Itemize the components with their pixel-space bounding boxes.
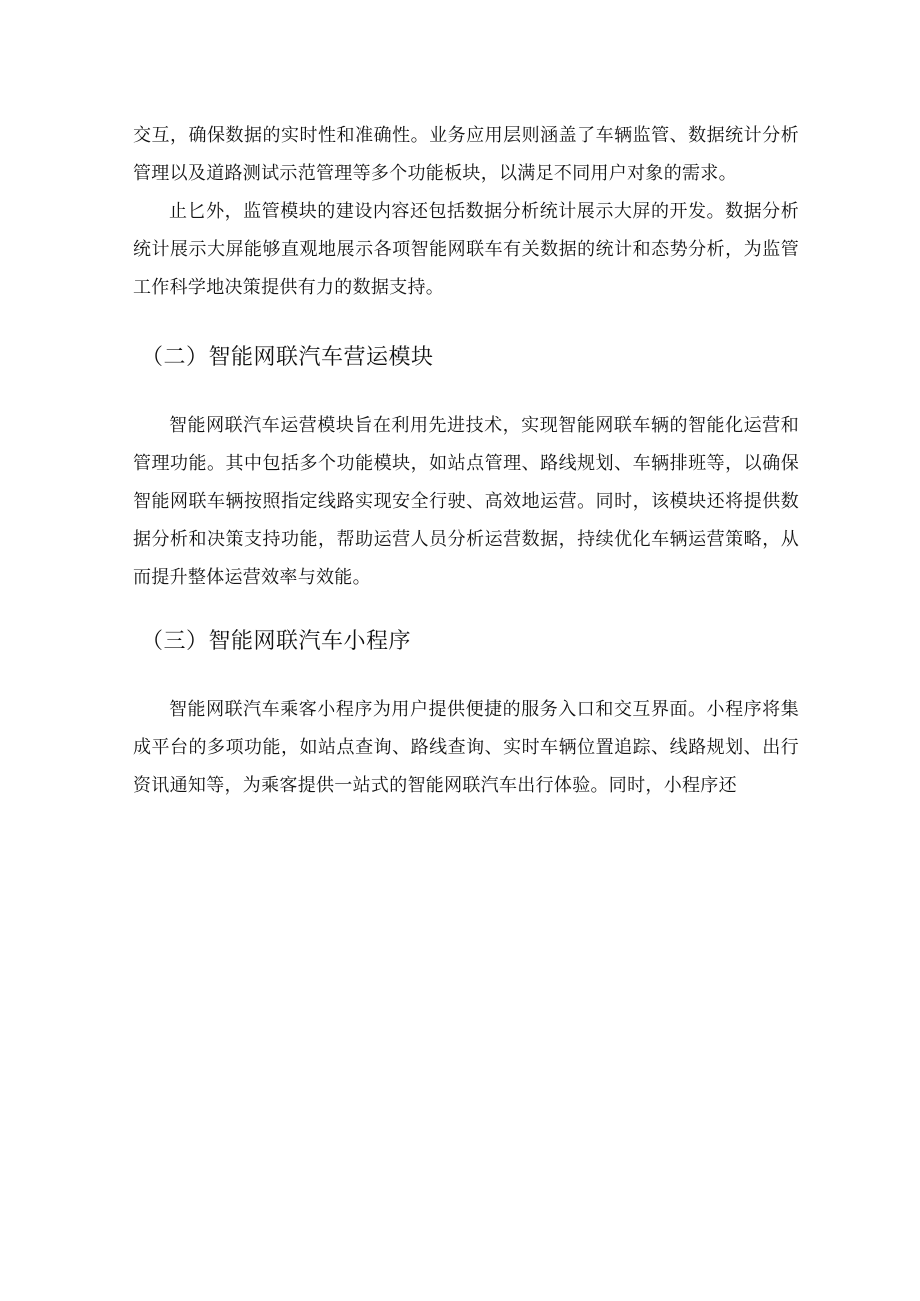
paragraph-operations-module: 智能网联汽车运营模块旨在利用先进技术，实现智能网联车辆的智能化运营和管理功能。其中包括多个功能模块，如站点管理、路线规划、车辆排班等，以确保智能网联车辆按照指定线路实现安全行驶、高效地运营。同时，该模块还将提供数据分析和决策支持功能，帮助运营人员分析运营数据，持续优化车辆运营策略，从而提升整体运营效率与效能。 bbox=[133, 415, 799, 588]
paragraph-continuation: 交互，确保数据的实时性和准确性。业务应用层则涵盖了车辆监管、数据统计分析管理以及道路测试示范管理等多个功能板块，以满足不同用户对象的需求。 bbox=[133, 125, 799, 184]
document-body bbox=[133, 117, 799, 805]
paragraph-mini-program: 智能网联汽车乘客小程序为用户提供便捷的服务入口和交互界面。小程序将集成平台的多项功能，如站点查询、路线查询、实时车辆位置追踪、线路规划、出行资讯通知等，为乘客提供一站式的智能网联汽车出行体验。同时，小程序还 bbox=[133, 699, 799, 796]
section-heading-operations-module: （二）智能网联汽车营运模块 bbox=[141, 345, 434, 370]
section-heading-mini-program: （三）智能网联汽车小程序 bbox=[141, 629, 412, 654]
paragraph-monitoring-dashboard: 止匕外，监管模块的建设内容还包括数据分析统计展示大屏的开发。数据分析统计展示大屏能够直观地展示各项智能网联车有关数据的统计和态势分析，为监管工作科学地决策提供有力的数据支持。 bbox=[133, 201, 799, 298]
